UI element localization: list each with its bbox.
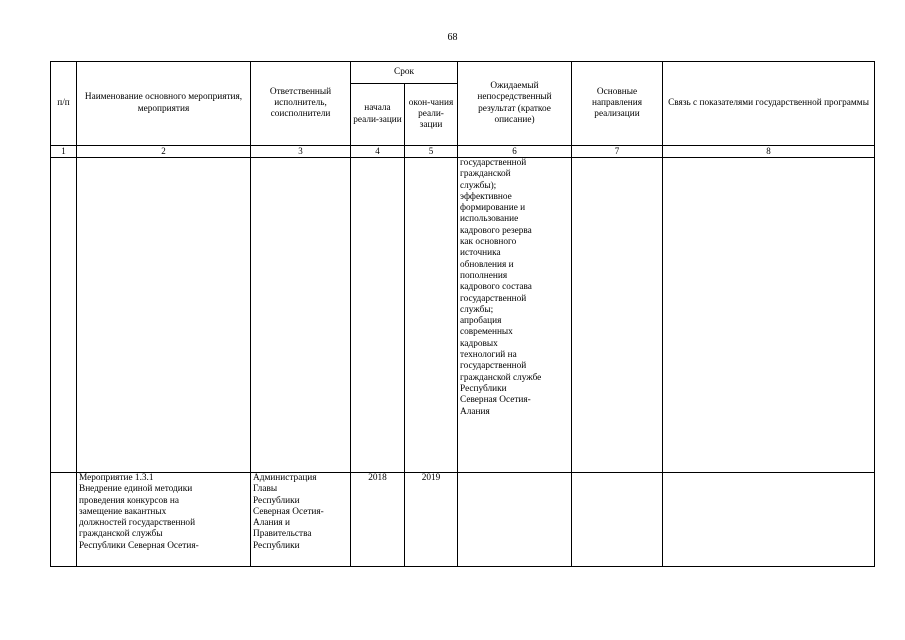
column-number: 5 xyxy=(405,146,458,158)
row-start-cell xyxy=(351,158,405,473)
row-directions-cell xyxy=(572,473,663,567)
header-start: начала реали-зации xyxy=(351,84,405,146)
row-end-cell: 2019 xyxy=(405,473,458,567)
row-start-cell: 2018 xyxy=(351,473,405,567)
header-row-top xyxy=(51,62,875,84)
column-number: 2 xyxy=(77,146,251,158)
row-directions-cell xyxy=(572,158,663,473)
row-link-cell xyxy=(663,158,875,473)
row-name-cell xyxy=(77,158,251,473)
header-num: п/п xyxy=(51,62,77,146)
column-number-row xyxy=(51,146,875,158)
program-measures-table xyxy=(50,61,875,567)
row-num-cell xyxy=(51,158,77,473)
row-responsible-cell: Администрация Главы Республики Северная Осетия- Алания и Правительства Республики xyxy=(251,473,351,567)
page-number: 68 xyxy=(447,32,458,43)
row-name-cell: Мероприятие 1.3.1 Внедрение единой методики проведения конкурсов на замещение вакантных должностей государственной гражданской службы Республики Северная Осетия- xyxy=(77,473,251,567)
column-number: 1 xyxy=(51,146,77,158)
header-responsible: Ответственный исполнитель, соисполнители xyxy=(251,62,351,146)
table-row xyxy=(51,158,875,473)
header-result: Ожидаемый непосредственный результат (краткое описание) xyxy=(458,62,572,146)
table-row xyxy=(51,473,875,567)
column-number: 3 xyxy=(251,146,351,158)
row-link-cell xyxy=(663,473,875,567)
row-result-cell: государственной гражданской службы); эффективное формирование и использование кадрового резерва как основного источника обновления и пополнения кадрового состава государственной службы; апробация современных кадровых технологий на государственной гражданской службе Республики Северная Осетия- Алания xyxy=(458,158,572,473)
row-result-cell xyxy=(458,473,572,567)
header-name: Наименование основного мероприятия, мероприятия xyxy=(77,62,251,146)
row-responsible-cell xyxy=(251,158,351,473)
header-end: окон-чания реали-зации xyxy=(405,84,458,146)
column-number: 7 xyxy=(572,146,663,158)
header-term: Срок xyxy=(351,62,458,84)
header-link: Связь с показателями государственной программы xyxy=(663,62,875,146)
column-number: 6 xyxy=(458,146,572,158)
column-number: 4 xyxy=(351,146,405,158)
row-num-cell xyxy=(51,473,77,567)
column-number: 8 xyxy=(663,146,875,158)
header-directions: Основные направления реализации xyxy=(572,62,663,146)
row-end-cell xyxy=(405,158,458,473)
